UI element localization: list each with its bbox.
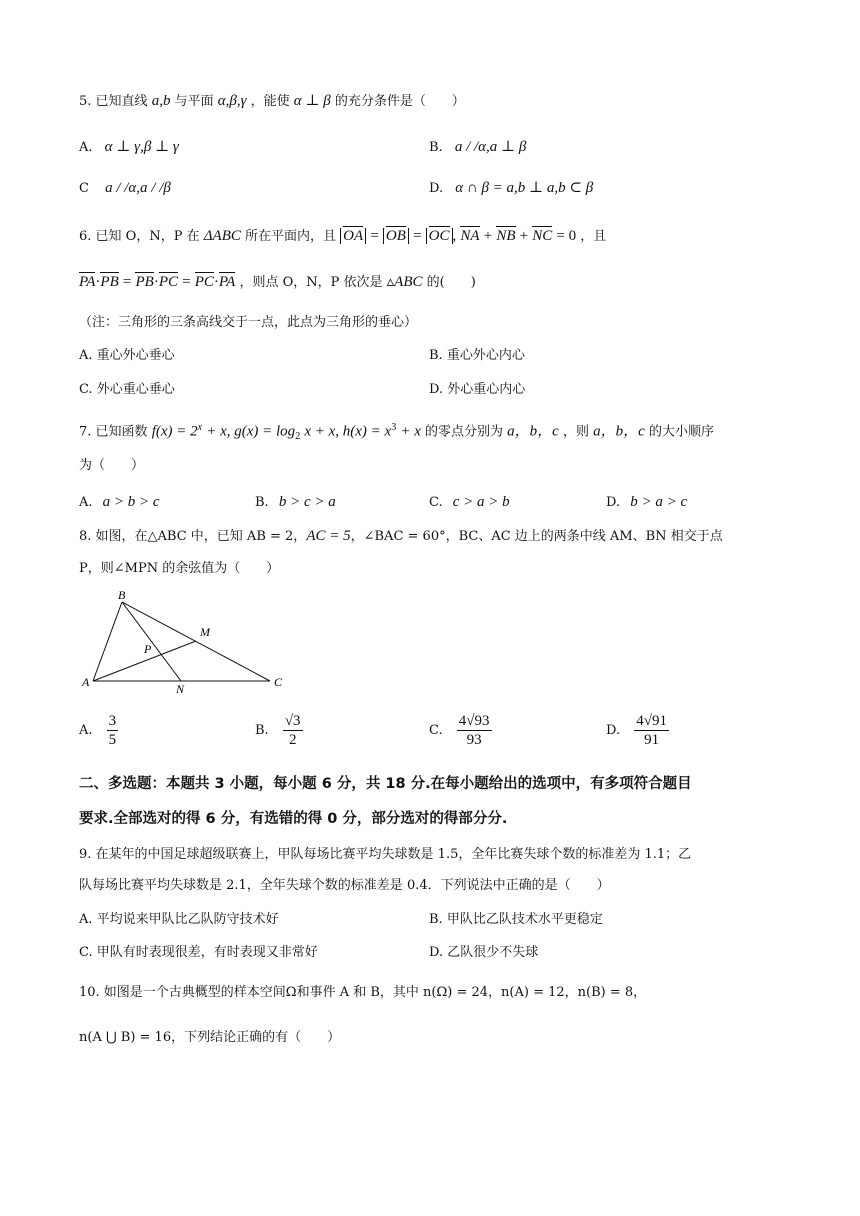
denominator: 2 bbox=[288, 732, 297, 748]
option-math: b > a > c bbox=[630, 494, 688, 510]
vector-pc: PC bbox=[194, 274, 214, 290]
q5-math-perp: α ⊥ β bbox=[293, 93, 331, 109]
vector-oa: OA bbox=[343, 228, 364, 244]
q5-option-d bbox=[429, 178, 593, 199]
vector-pc: PC bbox=[158, 274, 178, 290]
q9-line2: 队每场比赛平均失球数是 2.1，全年失球个数的标准差是 0.4．下列说法中正确的是（ ） bbox=[79, 878, 610, 893]
dot: · bbox=[213, 274, 219, 290]
option-label: B. bbox=[429, 140, 443, 155]
q5-option-c bbox=[79, 178, 171, 199]
option-math: a / /α,a ⊥ β bbox=[454, 139, 527, 155]
q7-sup-x: x bbox=[197, 422, 203, 433]
q7-line1 bbox=[79, 418, 714, 447]
q10-line2: n(A ⋃ B) = 16，下列结论正确的有（ ） bbox=[79, 1030, 341, 1045]
q7-func-g: + x, g(x) = log bbox=[206, 423, 296, 440]
option-label: B. bbox=[255, 495, 269, 510]
q6-triangle: ΔABC bbox=[203, 228, 241, 244]
q6-text: 的( ) bbox=[426, 275, 476, 290]
q6-text: ，则点 O，N，P 依次是 bbox=[239, 275, 383, 290]
q5-text-a: 5. 已知直线 bbox=[79, 94, 148, 109]
fraction bbox=[283, 712, 303, 749]
denominator: 5 bbox=[108, 732, 117, 748]
q8-line2: P，则∠MPN 的余弦值为（ ） bbox=[79, 561, 280, 576]
zero: = 0 bbox=[556, 228, 577, 244]
dot: · bbox=[153, 274, 159, 290]
numerator: 3 bbox=[108, 713, 117, 729]
q5-option-a bbox=[79, 137, 179, 158]
option-label: A. bbox=[79, 140, 93, 155]
option-math: b > c > a bbox=[278, 494, 336, 510]
vertex-label-a: A bbox=[82, 675, 90, 689]
vertex-label-c: C bbox=[274, 675, 283, 689]
q9-option-d: D. 乙队很少不失球 bbox=[429, 945, 539, 960]
q10-line1: 10. 如图是一个古典概型的样本空间Ω和事件 A 和 B，其中 n(Ω) = 24，n(A) = 12，n(B) = 8， bbox=[79, 985, 647, 1000]
median-bn bbox=[122, 602, 181, 681]
vector-nc: NC bbox=[532, 228, 553, 244]
q5-text-c: ，能使 bbox=[250, 94, 290, 109]
section2-heading-line1: 二、多选题：本题共 3 小题，每小题 6 分，共 18 分.在每小题给出的选项中，有多项符合题目 bbox=[79, 776, 692, 792]
vector-pa: PA bbox=[218, 274, 236, 290]
q8-option-a bbox=[79, 712, 118, 749]
denominator: 93 bbox=[466, 732, 482, 748]
option-math: α ⊥ γ,β ⊥ γ bbox=[104, 139, 179, 155]
q8-math-ac: AC = 5 bbox=[306, 528, 351, 544]
equals: = bbox=[370, 228, 379, 244]
q7-option-b bbox=[255, 492, 336, 513]
q7-option-c bbox=[429, 492, 510, 513]
option-math: α ∩ β = a,b ⊥ a,b ⊂ β bbox=[455, 180, 594, 196]
numerator: 4√91 bbox=[636, 713, 667, 729]
denominator: 91 bbox=[644, 732, 660, 748]
vector-nb: NB bbox=[496, 228, 516, 244]
option-math: a > b > c bbox=[102, 494, 160, 510]
point-label-n: N bbox=[176, 682, 185, 696]
plus: + bbox=[483, 228, 493, 244]
q5-text-b: 与平面 bbox=[174, 94, 214, 109]
q7-text: 的零点分别为 bbox=[425, 424, 504, 440]
q6-option-b: B. 重心外心内心 bbox=[429, 348, 525, 363]
q7-func-h: x + x, h(x) = x bbox=[304, 423, 392, 440]
q6-option-d: D. 外心重心内心 bbox=[429, 382, 526, 397]
q8-triangle-figure bbox=[78, 585, 298, 700]
point-label-p: P bbox=[144, 642, 152, 656]
fraction bbox=[457, 712, 492, 749]
equals: = bbox=[122, 274, 132, 290]
vector-ob: OB bbox=[385, 228, 406, 244]
equals: = bbox=[413, 228, 422, 244]
vector-pb: PB bbox=[135, 274, 154, 290]
q5-stem bbox=[79, 91, 465, 112]
q7-text: 7. 已知函数 bbox=[79, 424, 148, 440]
q7-sup-3: 3 bbox=[391, 422, 397, 433]
q7-abc: a，b，c bbox=[593, 423, 645, 440]
q8-option-d bbox=[606, 712, 669, 749]
q9-line1: 9. 在某年的中国足球超级联赛上，甲队每场比赛平均失球数是 1.5，全年比赛失球个数的标准差为 1.1；乙 bbox=[79, 847, 692, 862]
q8-option-c bbox=[429, 712, 492, 749]
q7-sub-2: 2 bbox=[295, 430, 301, 442]
q6-text: 所在平面内，且 bbox=[245, 229, 337, 244]
q8-text: ，∠BAC = 60°，BC、AC 边上的两条中线 AM、BN 相交于点 bbox=[350, 529, 723, 544]
q6-text: ，且 bbox=[580, 229, 607, 244]
option-label: C bbox=[79, 181, 89, 196]
q6-option-c: C. 外心重心垂心 bbox=[79, 382, 175, 397]
q6-line1: 6. 已知 O，N，P 在 ΔABC 所在平面内，且 OA = OB = OC , NA + NB + NC = 0 ，且 bbox=[79, 228, 607, 244]
q5-text-d: 的充分条件是（ ） bbox=[334, 94, 465, 109]
section2-heading-line2: 要求.全部选对的得 6 分，有选错的得 0 分，部分选对的得部分分. bbox=[79, 811, 508, 827]
q5-math-ab: a,b bbox=[151, 93, 171, 109]
option-label: A. bbox=[79, 495, 93, 510]
plus: + bbox=[519, 228, 529, 244]
vector-pa: PA bbox=[79, 274, 96, 290]
numerator: √3 bbox=[284, 713, 301, 729]
option-label: D. bbox=[429, 181, 444, 196]
q6-option-a: A. 重心外心垂心 bbox=[79, 348, 175, 363]
q8-option-b bbox=[255, 712, 303, 749]
q5-option-b bbox=[429, 137, 526, 158]
fraction bbox=[634, 712, 669, 749]
numerator: 4√93 bbox=[458, 713, 490, 729]
option-math: c > a > b bbox=[452, 494, 510, 510]
vector-pb: PB bbox=[100, 274, 119, 290]
option-label: C. bbox=[429, 723, 443, 738]
vector-na: NA bbox=[460, 228, 480, 244]
vector-oc: OC bbox=[428, 228, 450, 244]
q9-option-a: A. 平均说来甲队比乙队防守技术好 bbox=[79, 912, 279, 927]
dot: · bbox=[95, 274, 101, 290]
q9-option-b: B. 甲队比乙队技术水平更稳定 bbox=[429, 912, 603, 927]
vertex-label-b: B bbox=[118, 588, 126, 602]
option-label: C. bbox=[429, 495, 443, 510]
q8-line1 bbox=[79, 526, 723, 547]
option-label: D. bbox=[606, 495, 621, 510]
q5-math-planes: α,β,γ bbox=[217, 93, 247, 109]
side-ab bbox=[93, 602, 122, 681]
option-label: D. bbox=[606, 723, 621, 738]
q7-abc: a，b，c bbox=[507, 423, 559, 440]
q7-func-f: f(x) = 2 bbox=[151, 423, 198, 440]
q7-text: 的大小顺序 bbox=[648, 424, 714, 440]
q8-text: 8. 如图，在△ABC 中，已知 AB = 2， bbox=[79, 529, 307, 544]
q7-option-d bbox=[606, 492, 687, 513]
point-label-m: M bbox=[200, 625, 210, 639]
q6-triangle-small: ▵ABC bbox=[386, 274, 423, 290]
q6-line2 bbox=[79, 272, 476, 293]
q7-option-a bbox=[79, 492, 160, 513]
option-label: A. bbox=[79, 723, 93, 738]
q9-option-c: C. 甲队有时表现很差，有时表现又非常好 bbox=[79, 945, 318, 960]
q7-line2: 为（ ） bbox=[79, 458, 145, 473]
equals: = bbox=[182, 274, 191, 290]
q7-func-tail: + x bbox=[400, 423, 421, 440]
q6-note: （注：三角形的三条高线交于一点，此点为三角形的垂心） bbox=[79, 315, 418, 330]
option-label: B. bbox=[255, 723, 269, 738]
q7-text: ，则 bbox=[562, 424, 589, 440]
option-math: a / /α,a / /β bbox=[105, 180, 171, 196]
fraction bbox=[107, 712, 119, 749]
q6-text: 6. 已知 O，N，P 在 bbox=[79, 229, 200, 244]
